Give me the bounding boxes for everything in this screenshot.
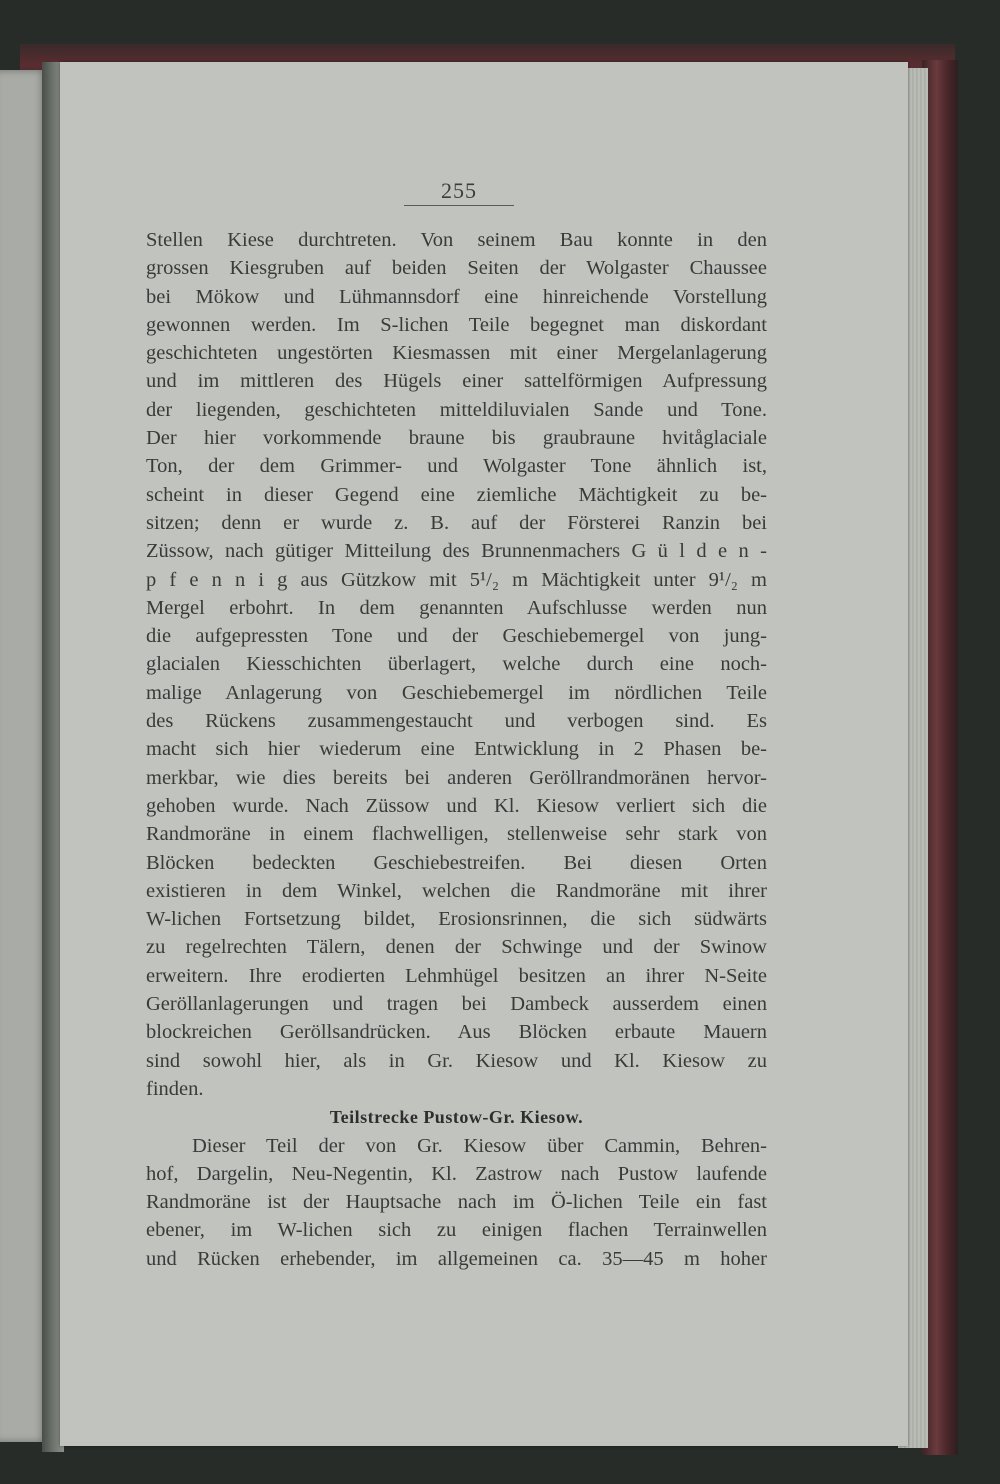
text-line: Dieser Teil der von Gr. Kiesow über Cammin, Behren-	[192, 1134, 767, 1157]
text-line: blockreichen Geröllsandrücken. Aus Blöcken erbaute Mauern	[146, 1021, 767, 1044]
text-line: sitzen; denn er wurde z. B. auf der Försterei Ranzin bei	[146, 511, 767, 534]
text-line: W-lichen Fortsetzung bildet, Erosionsrinnen, die sich südwärts	[146, 908, 767, 931]
section-heading: Teilstrecke Pustow-Gr. Kiesow.	[329, 1107, 584, 1128]
text-line: finden.	[146, 1077, 204, 1100]
text-line: existieren in dem Winkel, welchen die Randmoräne mit ihrer	[146, 879, 767, 902]
text-line: hof, Dargelin, Neu-Negentin, Kl. Zastrow nach Pustow laufende	[146, 1162, 767, 1185]
text-line: ebener, im W-lichen sich zu einigen flachen Terrainwellen	[146, 1219, 767, 1242]
text-line: geschichteten ungestörten Kiesmassen mit einer Mergelanlagerung	[146, 342, 767, 365]
text-line: macht sich hier wiederum eine Entwicklung in 2 Phasen be-	[146, 738, 767, 761]
text-line: merkbar, wie dies bereits bei anderen Geröllrandmoränen hervor-	[146, 766, 767, 789]
text-line: p f e n n i g aus Gützkow mit 5¹/₂ m Mächtigkeit unter 9¹/₂ m	[146, 568, 767, 591]
text-line: der liegenden, geschichteten mitteldiluvialen Sande und Tone.	[146, 398, 767, 421]
text-line: Mergel erbohrt. In dem genannten Aufschlusse werden nun	[146, 596, 767, 619]
page-number-rule	[404, 205, 514, 206]
text-line: Der hier vorkommende braune bis graubraune hvitåglaciale	[146, 427, 767, 450]
text-line: Randmoräne in einem flachwelligen, stellenweise sehr stark von	[146, 823, 767, 846]
text-line: die aufgepressten Tone und der Geschiebemergel von jung-	[146, 625, 767, 648]
text-line: gewonnen werden. Im S-lichen Teile begegnet man diskordant	[146, 313, 767, 336]
text-line: Stellen Kiese durchtreten. Von seinem Bau konnte in den	[146, 229, 767, 251]
text-line: Ton, der dem Grimmer- und Wolgaster Tone ähnlich ist,	[146, 455, 767, 478]
text-line: bei Mökow und Lühmannsdorf eine hinreichende Vorstellung	[146, 285, 767, 308]
text-line: des Rückens zusammengestaucht und verbogen sind. Es	[146, 710, 767, 733]
text-line: Züssow, nach gütiger Mitteilung des Brunnenmachers G ü l d e n -	[146, 540, 767, 563]
page-body-text	[146, 226, 767, 1273]
text-line: glacialen Kiesschichten überlagert, welche durch eine noch-	[146, 653, 767, 676]
text-line: sind sowohl hier, als in Gr. Kiesow und Kl. Kiesow zu	[146, 1049, 767, 1072]
text-line: und Rücken erhebender, im allgemeinen ca. 35—45 m hoher	[146, 1247, 767, 1270]
text-line: und im mittleren des Hügels einer sattelförmigen Aufpressung	[146, 370, 767, 393]
facing-page-edge	[0, 70, 48, 1442]
text-line: Blöcken bedeckten Geschiebestreifen. Bei diesen Orten	[146, 851, 767, 874]
page-number: 255	[441, 178, 477, 203]
text-line: zu regelrechten Tälern, denen der Schwinge und der Swinow	[146, 936, 767, 959]
text-line: grossen Kiesgruben auf beiden Seiten der Wolgaster Chaussee	[146, 257, 767, 280]
text-line: malige Anlagerung von Geschiebemergel im nördlichen Teile	[146, 681, 767, 704]
text-line: erweitern. Ihre erodierten Lehmhügel besitzen an ihrer N-Seite	[146, 964, 767, 987]
text-line: gehoben wurde. Nach Züssow und Kl. Kiesow verliert sich die	[146, 794, 767, 817]
text-line: scheint in dieser Gegend eine ziemliche Mächtigkeit zu be-	[146, 483, 767, 506]
text-line: Randmoräne ist der Hauptsache nach im Ö-lichen Teile ein fast	[146, 1191, 767, 1214]
text-line: Geröllanlagerungen und tragen bei Dambeck ausserdem einen	[146, 993, 767, 1016]
